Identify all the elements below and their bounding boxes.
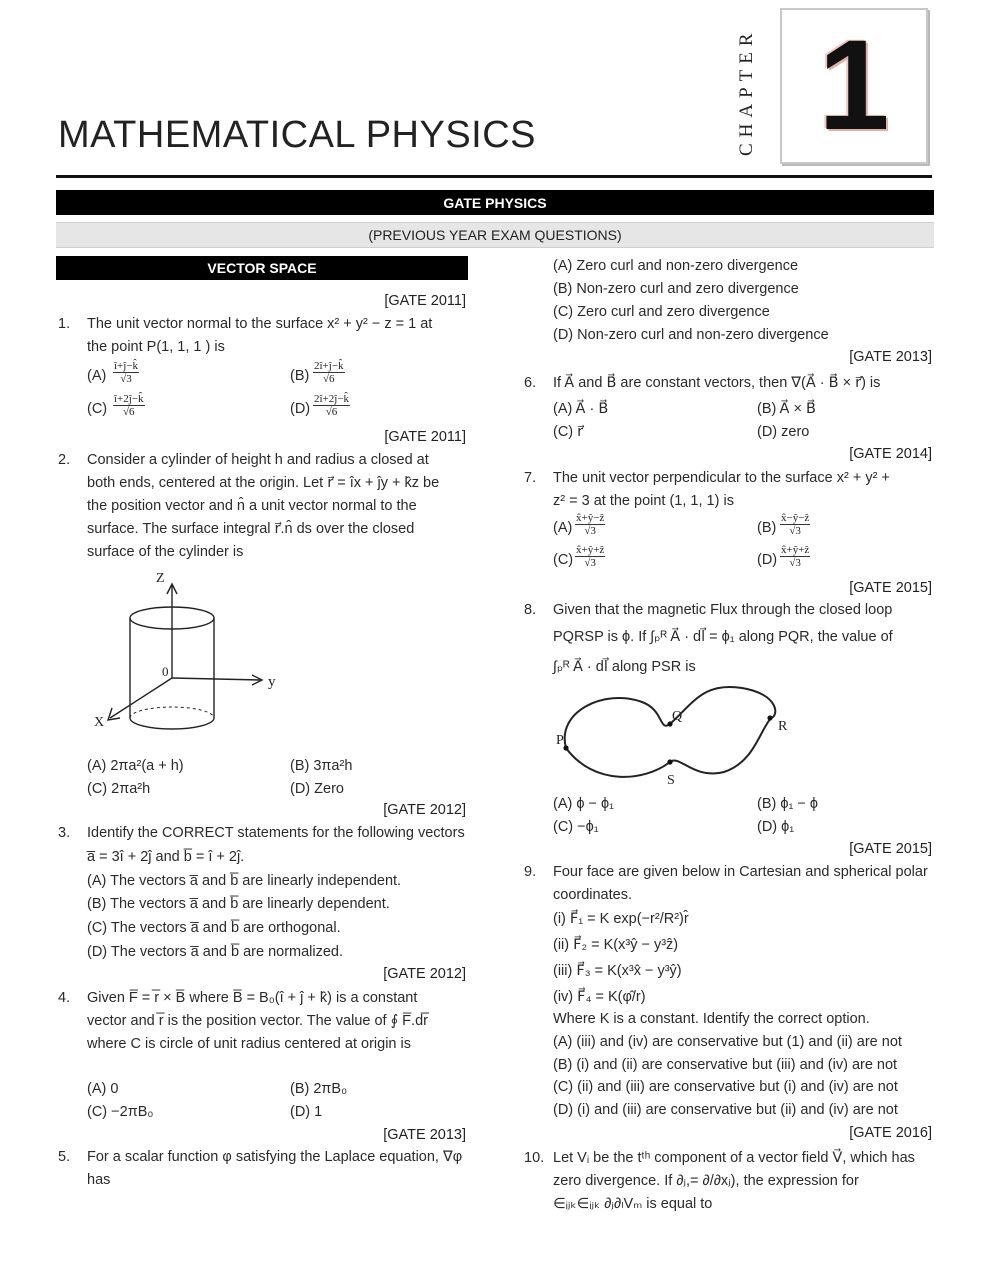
subbanner: (PREVIOUS YEAR EXAM QUESTIONS) [56, 222, 934, 248]
question-text: Let Vᵢ be the tᵗʰ component of a vector field V⃗, which has [553, 1150, 915, 1166]
option-b: (B) Non-zero curl and zero divergence [553, 281, 799, 297]
option-b: (B) The vectors a̅ and b̅ are linearly dependent. [87, 896, 390, 912]
question-text: the position vector and n̂ a unit vector normal to the [87, 498, 417, 514]
x-axis-label: X [94, 715, 105, 730]
chapter-number-box [780, 8, 928, 164]
question-text: Identify the CORRECT statements for the following vectors [87, 825, 465, 841]
option-label: (C) [87, 401, 108, 417]
question-number: 6. [524, 375, 537, 391]
gate-tag: [GATE 2015] [849, 580, 932, 596]
gate-tag: [GATE 2014] [849, 446, 932, 462]
question-text: surface of the cylinder is [87, 544, 244, 560]
question-text: Given F̅ = r̅ × B̅ where B̅ = B₀(î + ĵ + k̂) is a constant [87, 990, 418, 1006]
option-b: (B) 2πB₀ [290, 1081, 348, 1097]
point-s-label: S [667, 773, 675, 788]
option-d: (D) (i) and (iii) are conservative but (ii) and (iv) are not [553, 1102, 898, 1118]
origin-label: 0 [162, 664, 169, 679]
option-c: (C) r⃗ [553, 424, 584, 440]
gate-tag: [GATE 2016] [849, 1125, 932, 1141]
option-label: (D) [290, 401, 311, 417]
title-divider [56, 175, 932, 178]
question-text: The unit vector normal to the surface x² + y² − z = 1 at [87, 316, 433, 332]
option-label: (C) [553, 552, 574, 568]
gate-tag: [GATE 2012] [383, 966, 466, 982]
question-number: 1. [58, 316, 71, 332]
y-axis-label: y [268, 674, 276, 690]
question-text: The unit vector perpendicular to the surface x² + y² + [553, 470, 890, 486]
option-a: (A) 2πa²(a + h) [87, 758, 184, 774]
chapter-number: 1 [818, 14, 890, 157]
question-number: 2. [58, 452, 71, 468]
option-c: (C) The vectors a̅ and b̅ are orthogonal. [87, 920, 341, 936]
question-text: PQRSP is ϕ. If ∫ₚᴿ A⃗ · dl⃗ = ϕ₁ along PQR, the value of [553, 629, 893, 645]
question-text: ∈ᵢⱼₖ∈ᵢⱼₖ ∂ⱼ∂ₗVₘ is equal to [553, 1196, 713, 1212]
option-label: (B) [290, 368, 310, 384]
statement-iii: (iii) F⃗₃ = K(x³x̂ − y³ŷ) [553, 963, 682, 979]
question-number: 8. [524, 602, 537, 618]
option-c-fraction: $\frac{\text{x̂+ŷ+ẑ}}{√3}$ [576, 544, 605, 569]
option-a: (A) A⃗ · B⃗ [553, 401, 609, 417]
gate-tag: [GATE 2015] [849, 841, 932, 857]
question-text: coordinates. [553, 887, 632, 903]
option-c: (C) 2πa²h [87, 781, 151, 797]
option-label: (A) [87, 368, 107, 384]
point-r-label: R [778, 719, 788, 734]
section-heading: VECTOR SPACE [56, 256, 468, 280]
option-d: (D) zero [757, 424, 810, 440]
option-b: (B) ϕ₁ − ϕ [757, 796, 819, 812]
point-p-label: P [556, 733, 564, 748]
option-d-fraction: $\frac{\text{x̂+ŷ+ẑ}}{√3}$ [781, 544, 810, 569]
gate-tag: [GATE 2011] [384, 293, 466, 309]
option-d: (D) Non-zero curl and non-zero divergence [553, 327, 829, 343]
question-text: where C is circle of unit radius centered at origin is [87, 1036, 411, 1052]
option-b-fraction: $\frac{\text{x̂−ŷ−ẑ}}{√3}$ [781, 512, 810, 537]
option-c: (C) Zero curl and zero divergence [553, 304, 770, 320]
option-a: (A) (iii) and (iv) are conservative but (1) and (ii) are not [553, 1034, 902, 1050]
question-text: Where K is a constant. Identify the correct option. [553, 1011, 870, 1027]
statement-iv: (iv) F⃗₄ = K(φ̂/r) [553, 989, 646, 1005]
question-text: the point P(1, 1, 1 ) is [87, 339, 225, 355]
question-text: Given that the magnetic Flux through the closed loop [553, 602, 893, 618]
cylinder-figure [88, 566, 288, 752]
loop-figure [554, 682, 804, 792]
gate-tag: [GATE 2012] [383, 802, 466, 818]
option-c-fraction: $\frac{î+2ĵ-k̂}{√6}$ [114, 393, 144, 418]
question-text: has [87, 1172, 111, 1188]
option-a: (A) The vectors a̅ and b̅ are linearly independent. [87, 873, 402, 889]
question-text: For a scalar function φ satisfying the Laplace equation, ∇φ [87, 1149, 463, 1165]
page-title: MATHEMATICAL PHYSICS [58, 114, 537, 156]
question-number: 3. [58, 825, 71, 841]
question-text: Consider a cylinder of height h and radius a closed at [87, 452, 429, 468]
option-label: (B) [757, 520, 777, 536]
point-q-label: Q [672, 709, 683, 724]
option-d-fraction: $\frac{2î+2ĵ-k̂}{√6}$ [314, 393, 350, 418]
option-d: (D) 1 [290, 1104, 323, 1120]
option-a-fraction: $\frac{î+ĵ-k̂}{√3}$ [114, 360, 139, 385]
question-number: 7. [524, 470, 537, 486]
banner: GATE PHYSICS [56, 190, 934, 215]
question-number: 4. [58, 990, 71, 1006]
gate-tag: [GATE 2013] [849, 349, 932, 365]
gate-tag: [GATE 2013] [383, 1127, 466, 1143]
option-d: (D) ϕ₁ [757, 819, 795, 835]
question-text: both ends, centered at the origin. Let r⃗ = îx + ĵy + k̂z be [87, 475, 440, 491]
option-label: (D) [757, 552, 778, 568]
option-c: (C) −ϕ₁ [553, 819, 599, 835]
option-label: (A) [553, 520, 573, 536]
statement-ii: (ii) F⃗₂ = K(x³ŷ − y³ẑ) [553, 937, 679, 953]
option-c: (C) −2πB₀ [87, 1104, 154, 1120]
option-a: (A) ϕ − ϕ₁ [553, 796, 615, 812]
question-number: 10. [524, 1150, 545, 1166]
option-b-fraction: $\frac{2î+ĵ-k̂}{√6}$ [314, 360, 344, 385]
option-b: (B) 3πa²h [290, 758, 353, 774]
option-d: (D) The vectors a̅ and b̅ are normalized. [87, 944, 344, 960]
question-text: vector and r̅ is the position vector. The value of ∮ F̅.dr̅ [87, 1013, 428, 1029]
option-d: (D) Zero [290, 781, 344, 797]
question-text: a̅ = 3î + 2ĵ and b̅ = î + 2ĵ. [87, 849, 245, 865]
z-axis-label: Z [156, 571, 165, 586]
question-text: Four face are given below in Cartesian and spherical polar [553, 864, 928, 880]
option-b: (B) A⃗ × B⃗ [757, 401, 816, 417]
question-number: 9. [524, 864, 537, 880]
statement-i: (i) F⃗₁ = K exp(−r²/R²)r̂ [553, 911, 689, 927]
option-a: (A) 0 [87, 1081, 119, 1097]
gate-tag: [GATE 2011] [384, 429, 466, 445]
question-text: If A⃗ and B⃗ are constant vectors, then ∇(A⃗ · B⃗ × r⃗) is [553, 375, 881, 391]
question-number: 5. [58, 1149, 71, 1165]
question-text: ∫ₚᴿ A⃗ · dl⃗ along PSR is [553, 659, 696, 675]
question-text: z² = 3 at the point (1, 1, 1) is [553, 493, 734, 509]
question-text: zero divergence. If ∂ⱼ,= ∂/∂xⱼ), the expression for [553, 1173, 859, 1189]
option-a: (A) Zero curl and non-zero divergence [553, 258, 799, 274]
option-b: (B) (i) and (ii) are conservative but (iii) and (iv) are not [553, 1057, 898, 1073]
option-a-fraction: $\frac{\text{x̂+ŷ−ẑ}}{√3}$ [576, 512, 605, 537]
chapter-word: CHAPTER [736, 27, 757, 157]
question-text: surface. The surface integral r⃗.n̂ ds over the closed [87, 521, 415, 537]
option-c: (C) (ii) and (iii) are conservative but (i) and (iv) are not [553, 1079, 898, 1095]
